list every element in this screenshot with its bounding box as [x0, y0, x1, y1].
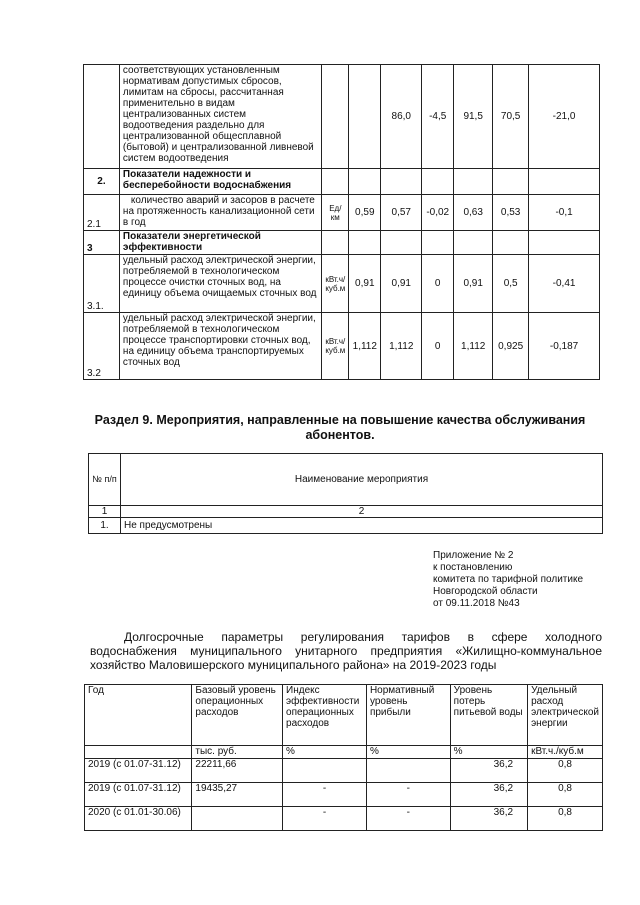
column-header: Год	[85, 685, 192, 746]
value-cell: 86,0	[381, 65, 422, 169]
table-row	[89, 518, 603, 534]
value-cell	[192, 807, 283, 831]
paragraph-line: водоснабжения муниципального унитарного предприятия «Жилищно-коммунальное	[90, 644, 602, 658]
value-cell: 36,2	[450, 807, 527, 831]
table-row	[85, 807, 603, 831]
indicators-table	[83, 64, 600, 380]
appendix-line: от 09.11.2018 №43	[433, 598, 520, 609]
value-cell	[529, 169, 600, 195]
appendix-line: Приложение № 2	[433, 550, 514, 561]
value-cell: 22211,66	[192, 759, 283, 783]
value-cell: -	[283, 807, 367, 831]
row-number	[84, 65, 120, 169]
paragraph-line: Долгосрочные параметры регулирования тарифов в сфере холодного	[124, 630, 602, 644]
indicator-name: удельный расход электрической энергии, потребляемой в технологическом процессе очистки сточных вод, на единицу объема очищаемых сточных вод	[119, 255, 321, 313]
document-paragraph	[90, 630, 602, 672]
column-header: Индекс эффективности операционных расходов	[283, 685, 367, 746]
unit-cell: тыс. руб.	[192, 746, 283, 759]
indicator-name: Показатели энергетической эффективности	[119, 231, 321, 255]
table-row	[84, 65, 600, 169]
unit-cell: %	[283, 746, 367, 759]
value-cell: 0,53	[493, 195, 529, 231]
unit-cell: кВт.ч/куб.м	[322, 255, 349, 313]
value-cell: 91,5	[454, 65, 493, 169]
value-cell	[422, 231, 454, 255]
unit-cell: кВт.ч./куб.м	[528, 746, 603, 759]
value-cell	[381, 231, 422, 255]
value-cell: 0,63	[454, 195, 493, 231]
column-header-no: № п/п	[89, 454, 121, 506]
value-cell: 1,112	[349, 313, 381, 380]
value-cell: 19435,27	[192, 783, 283, 807]
appendix-line: Новгородской области	[433, 586, 538, 597]
value-cell: 0	[422, 255, 454, 313]
value-cell: 0	[422, 313, 454, 380]
value-cell: 70,5	[493, 65, 529, 169]
measures-table	[88, 453, 603, 534]
value-cell: 36,2	[450, 759, 527, 783]
table-units-row	[85, 746, 603, 759]
value-cell: 0,59	[349, 195, 381, 231]
value-cell: 0,5	[493, 255, 529, 313]
row-number: 2.	[84, 169, 120, 195]
value-cell: 1,112	[454, 313, 493, 380]
column-header: Базовый уровень операционных расходов	[192, 685, 283, 746]
parameters-table	[84, 684, 603, 831]
value-cell	[366, 759, 450, 783]
appendix-line: комитета по тарифной политике	[433, 574, 584, 585]
column-header: Нормативный уровень прибыли	[366, 685, 450, 746]
indicator-name: Показатели надежности и бесперебойности водоснабжения	[119, 169, 321, 195]
table-row	[89, 506, 603, 518]
value-cell: -	[366, 807, 450, 831]
indicator-name: количество аварий и засоров в расчете на протяженность канализационной сети в год	[119, 195, 321, 231]
column-number: 2	[121, 506, 603, 518]
table-row	[85, 783, 603, 807]
unit-cell	[322, 231, 349, 255]
value-cell: -	[366, 783, 450, 807]
row-number: 3.2	[84, 313, 120, 380]
value-cell	[493, 231, 529, 255]
table-row	[85, 759, 603, 783]
value-cell: 0,8	[528, 759, 603, 783]
unit-cell: %	[450, 746, 527, 759]
value-cell: -0,1	[529, 195, 600, 231]
indicator-name: соответствующих установленным нормативам допустимых сбросов, лимитам на сбросы, рассчитанная применительно в видам централизованных систем водоотведения раздельно для централизованной общесплавной (бытовой) и централизованной ливневой систем водоотведения	[119, 65, 321, 169]
value-cell: -0,02	[422, 195, 454, 231]
unit-cell: %	[366, 746, 450, 759]
table-row	[84, 195, 600, 231]
appendix-block	[433, 550, 583, 610]
value-cell: 36,2	[450, 783, 527, 807]
value-cell	[454, 231, 493, 255]
value-cell	[529, 231, 600, 255]
indicator-name: удельный расход электрической энергии, потребляемой в технологическом процессе транспортировки сточных вод, на единицу объема транспортируемых сточных вод	[119, 313, 321, 380]
value-cell: -4,5	[422, 65, 454, 169]
year-cell: 2019 (с 01.07-31.12)	[85, 783, 192, 807]
unit-cell: Ед/км	[322, 195, 349, 231]
appendix-line: к постановлению	[433, 562, 513, 573]
value-cell: 1,112	[381, 313, 422, 380]
paragraph-line: хозяйство Маловишерского муниципального района» на 2019-2023 годы	[90, 658, 497, 672]
value-cell: -21,0	[529, 65, 600, 169]
value-cell: 0,91	[454, 255, 493, 313]
table-row	[84, 255, 600, 313]
value-cell	[454, 169, 493, 195]
unit-cell	[85, 746, 192, 759]
value-cell	[422, 169, 454, 195]
table-row	[84, 313, 600, 380]
value-cell: 0,57	[381, 195, 422, 231]
row-number: 2.1	[84, 195, 120, 231]
value-cell	[349, 65, 381, 169]
row-number: 3.1.	[84, 255, 120, 313]
table-row	[84, 231, 600, 255]
value-cell: -0,41	[529, 255, 600, 313]
value-cell: 0,8	[528, 783, 603, 807]
table-header-row	[89, 454, 603, 506]
value-cell	[493, 169, 529, 195]
value-cell: -0,187	[529, 313, 600, 380]
year-cell: 2019 (с 01.07-31.12)	[85, 759, 192, 783]
measure-name: Не предусмотрены	[121, 518, 603, 534]
row-number: 3	[84, 231, 120, 255]
row-number: 1.	[89, 518, 121, 534]
value-cell	[349, 169, 381, 195]
section-heading: Раздел 9. Мероприятия, направленные на повышение качества обслуживания абонентов.	[94, 413, 586, 442]
value-cell	[283, 759, 367, 783]
value-cell	[381, 169, 422, 195]
unit-cell	[322, 169, 349, 195]
table-header-row	[85, 685, 603, 746]
value-cell: 0,91	[381, 255, 422, 313]
table-row	[84, 169, 600, 195]
value-cell: 0,8	[528, 807, 603, 831]
value-cell	[349, 231, 381, 255]
value-cell: 0,91	[349, 255, 381, 313]
value-cell: 0,925	[493, 313, 529, 380]
column-header-name: Наименование мероприятия	[121, 454, 603, 506]
unit-cell	[322, 65, 349, 169]
year-cell: 2020 (с 01.01-30.06)	[85, 807, 192, 831]
column-number: 1	[89, 506, 121, 518]
column-header: Уровень потерь питьевой воды	[450, 685, 527, 746]
unit-cell: кВт.ч/куб.м	[322, 313, 349, 380]
value-cell: -	[283, 783, 367, 807]
column-header: Удельный расход электрической энергии	[528, 685, 603, 746]
